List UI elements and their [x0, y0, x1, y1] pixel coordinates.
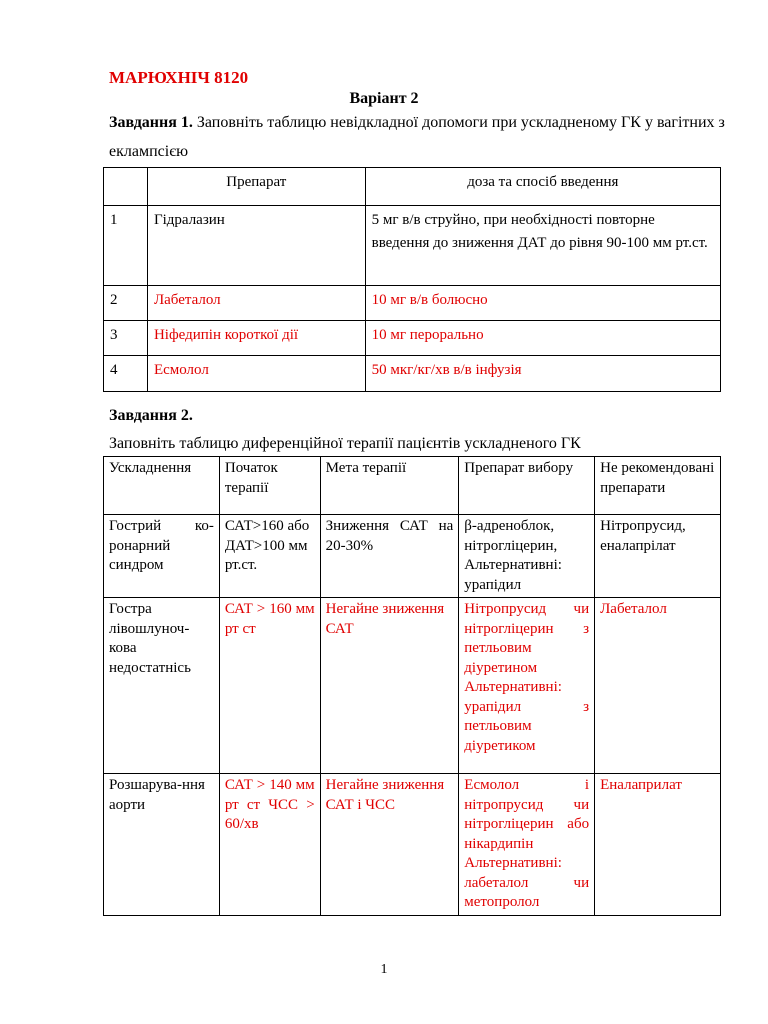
- dose-cell: 50 мкг/кг/хв в/в інфузія: [365, 356, 720, 392]
- row-number: 4: [104, 356, 148, 392]
- goal-cell: Негайне зниження САТ і ЧСС: [320, 774, 459, 916]
- not-recommended-cell: Нітропрусид, еналапрілат: [595, 515, 721, 598]
- dose-cell: 10 мг перорально: [365, 321, 720, 356]
- row-number: 1: [104, 206, 148, 286]
- complication-cell: Гостра лівошлуноч-кова недостатнісь: [104, 598, 220, 774]
- row-number: 2: [104, 286, 148, 321]
- header-cell: доза та спосіб введення: [365, 168, 720, 206]
- header-cell: Ускладнення: [104, 457, 220, 515]
- task1-title: Завдання 1.: [109, 114, 193, 131]
- table-row: [104, 286, 721, 321]
- header-cell: Препарат: [147, 168, 365, 206]
- task1-text: Заповніть таблицю невідкладної допомоги при ускладненому ГК у вагітних з еклампсією: [109, 114, 725, 160]
- author-name: МАРЮХНІЧ 8120: [109, 68, 249, 87]
- header-cell: [104, 168, 148, 206]
- header-cell: Початок терапії: [219, 457, 320, 515]
- table-row: [104, 515, 721, 598]
- header-cell: Не рекомендовані препарати: [595, 457, 721, 515]
- goal-cell: Зниження САТ на 20-30%: [320, 515, 459, 598]
- goal-cell: Негайне зниження САТ: [320, 598, 459, 774]
- complication-cell: Гострий ко-ронарний синдром: [104, 515, 220, 598]
- dose-cell: 10 мг в/в болюсно: [365, 286, 720, 321]
- drug-cell: Лабеталол: [147, 286, 365, 321]
- task2-title: Завдання 2.: [109, 407, 193, 424]
- variant-title: Варіант 2: [349, 90, 419, 107]
- start-cell: САТ>160 або ДАТ>100 мм рт.ст.: [219, 515, 320, 598]
- table-row: [104, 206, 721, 286]
- drug-cell: β-адреноблок, нітрогліцерин, Альтернативні: урапідил: [459, 515, 595, 598]
- table-row: [104, 598, 721, 774]
- page-number: 1: [380, 962, 388, 977]
- drug-cell: Есмолол і нітропрусид чи нітрогліцерин або нікардипін Альтернативні: лабеталол чи метопролол: [459, 774, 595, 916]
- drug-cell: Нітропрусид чи нітрогліцерин з петльовим діуретином Альтернативні: урапідил з петльовим діуретиком: [459, 598, 595, 774]
- table-row: [104, 356, 721, 392]
- drug-cell: Есмолол: [147, 356, 365, 392]
- header-cell: Мета терапії: [320, 457, 459, 515]
- emergency-care-table: [103, 167, 721, 392]
- header-cell: Препарат вибору: [459, 457, 595, 515]
- drug-cell: Ніфедипін короткої дії: [147, 321, 365, 356]
- complication-cell: Розшарува-ння аорти: [104, 774, 220, 916]
- not-recommended-cell: Еналаприлат: [595, 774, 721, 916]
- drug-cell: Гідралазин: [147, 206, 365, 286]
- start-cell: САТ > 160 мм рт ст: [219, 598, 320, 774]
- differential-therapy-table: [103, 456, 721, 916]
- dose-cell: 5 мг в/в струйно, при необхідності повторне введення до зниження ДАТ до рівня 90-100 мм рт.ст.: [365, 206, 720, 286]
- start-cell: САТ > 140 мм рт ст ЧСС > 60/хв: [219, 774, 320, 916]
- table-row: [104, 774, 721, 916]
- table-header-row: [104, 457, 721, 515]
- task2-subtitle: Заповніть таблицю диференційної терапії пацієнтів ускладненого ГК: [109, 435, 581, 452]
- table-row: [104, 321, 721, 356]
- task1-heading: [109, 108, 729, 166]
- row-number: 3: [104, 321, 148, 356]
- table-header-row: [104, 168, 721, 206]
- not-recommended-cell: Лабеталол: [595, 598, 721, 774]
